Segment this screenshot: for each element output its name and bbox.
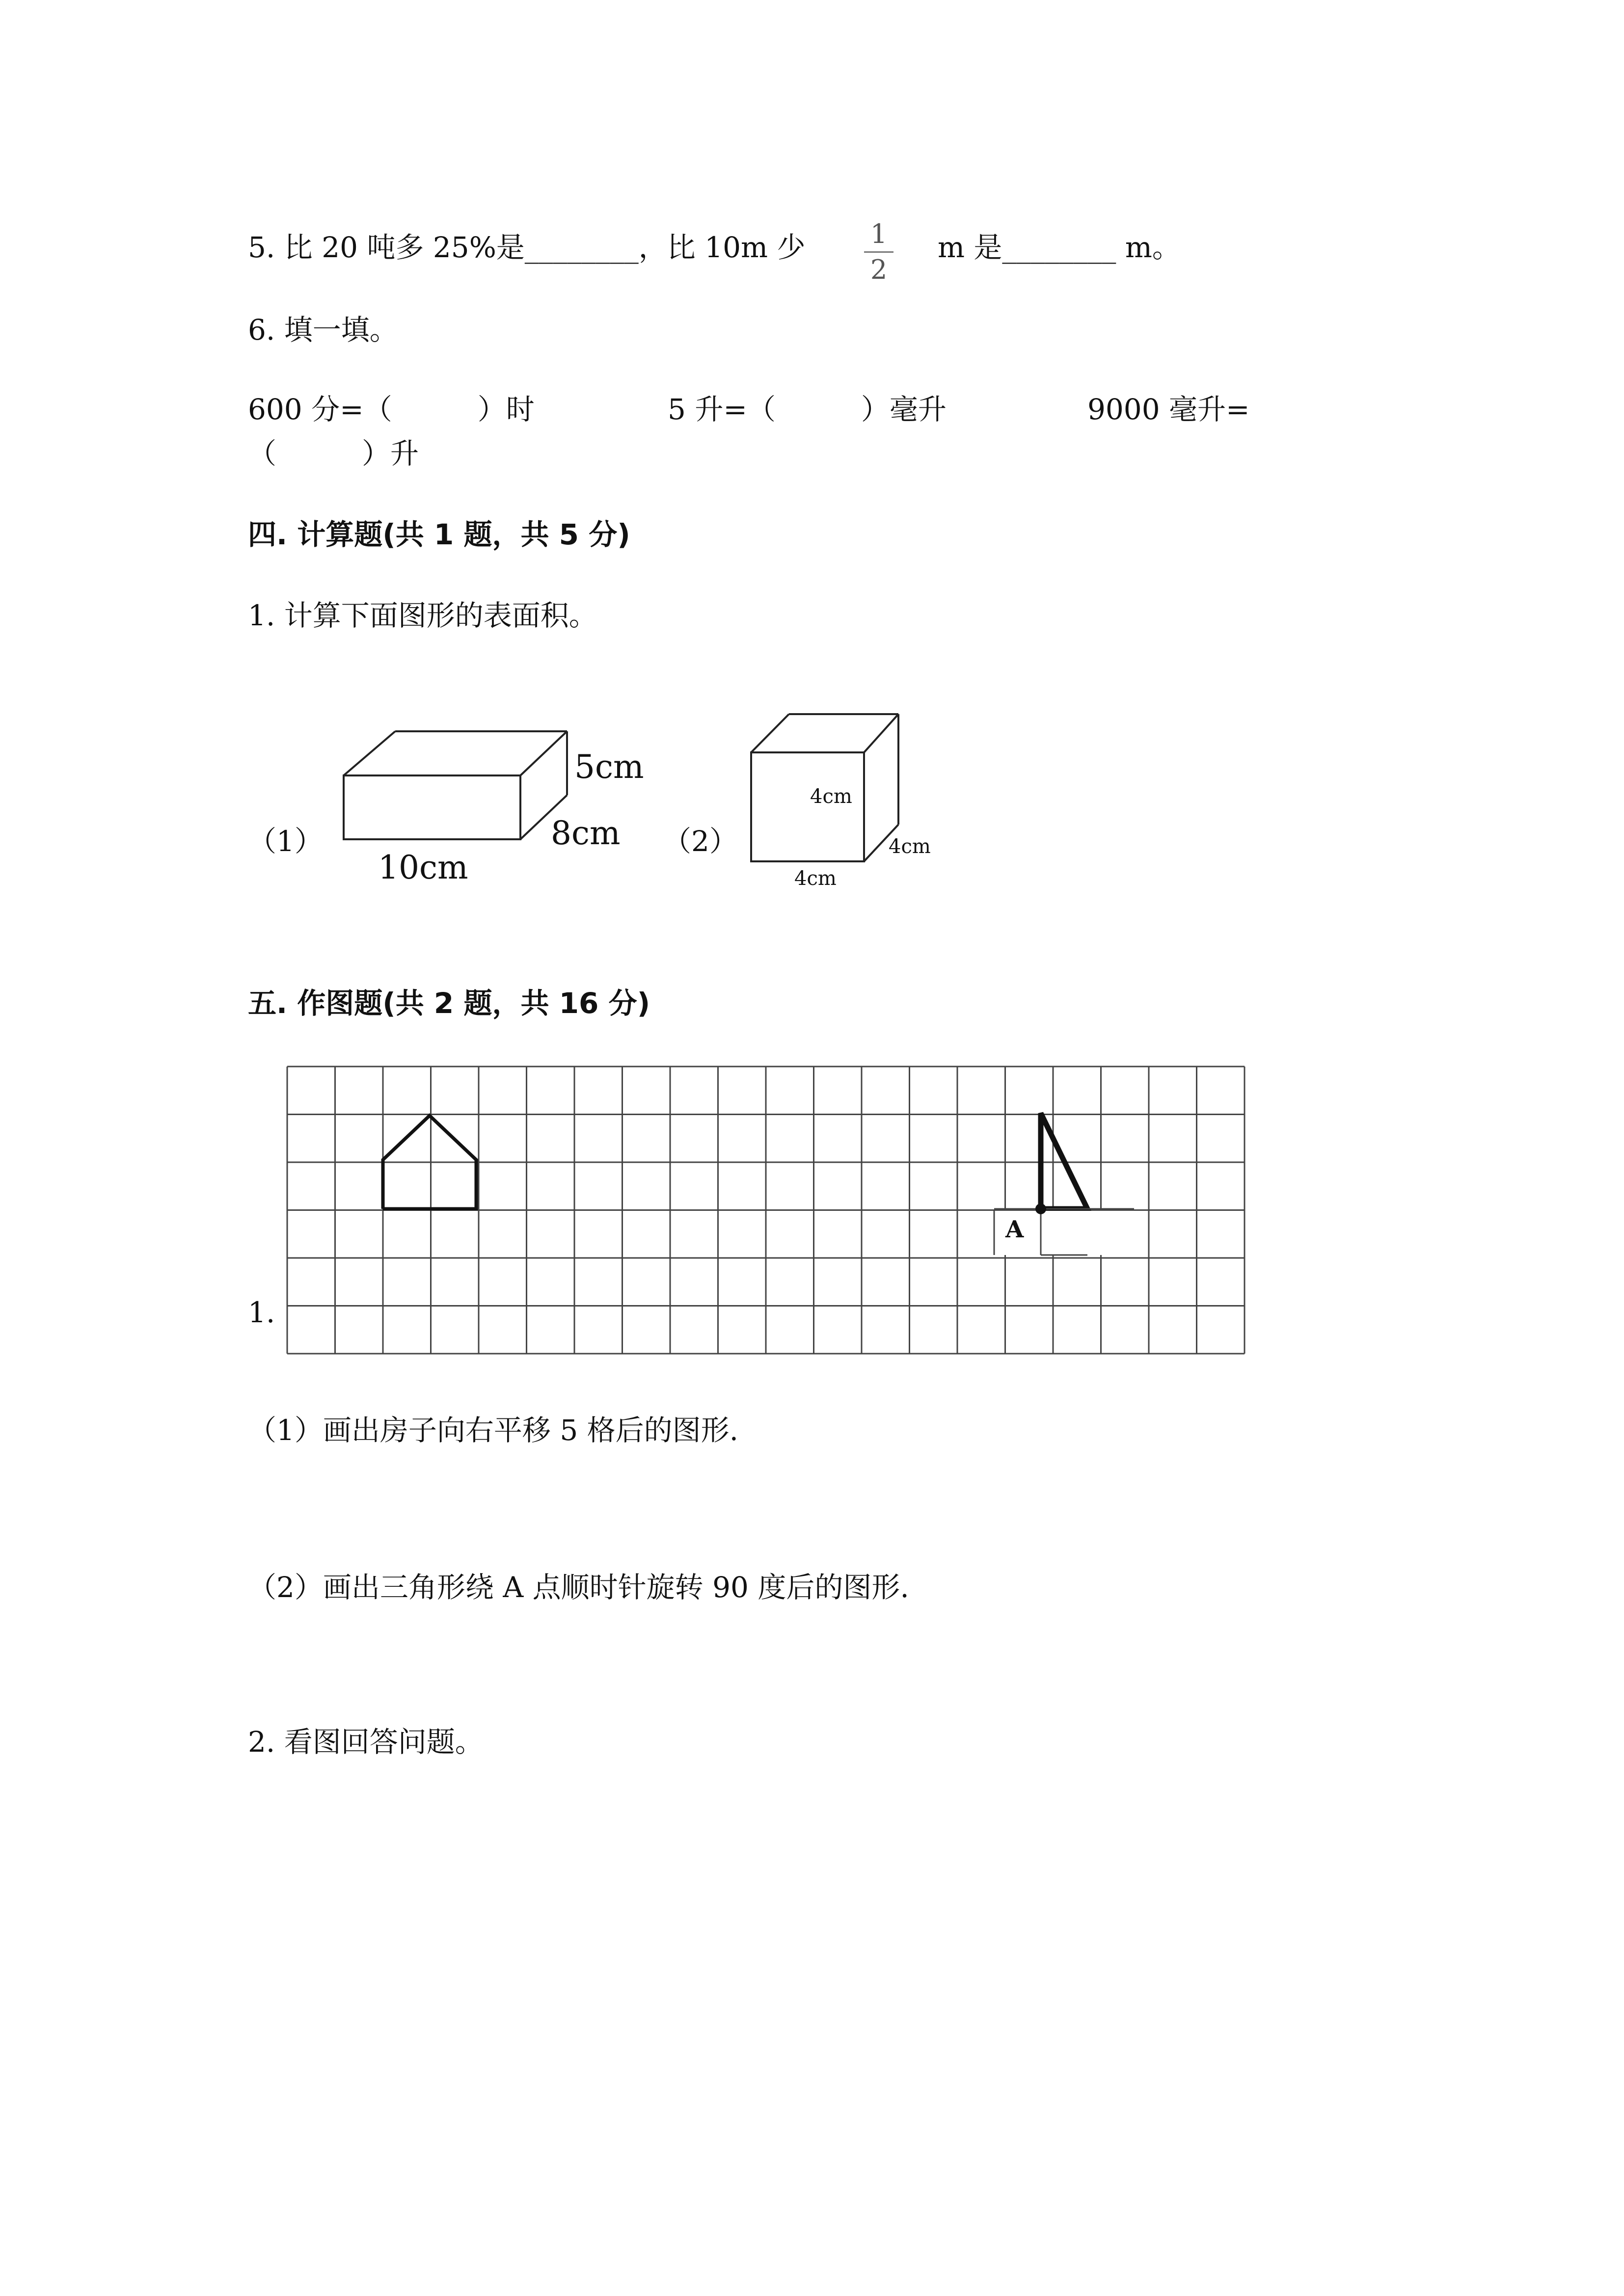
triangle-shape — [1041, 1113, 1087, 1209]
question-6-item-3-continued: （ ）升 — [248, 437, 419, 470]
section-5-question-2: 2. 看图回答问题。 — [248, 1725, 484, 1759]
fraction-one-half — [864, 218, 893, 285]
cube-front-label: 4cm — [810, 785, 852, 808]
section-5-question-1-label: 1. — [248, 1296, 275, 1329]
cuboid-height-label: 5cm — [574, 748, 644, 786]
cube-bottom-label: 4cm — [794, 867, 837, 890]
cuboid-depth-label: 8cm — [551, 814, 621, 852]
figure-1-index: （1） — [248, 825, 323, 858]
fraction-denominator: 2 — [870, 254, 888, 285]
section-4-question-1: 1. 计算下面图形的表面积。 — [248, 599, 597, 632]
figure-2-index: （2） — [663, 825, 738, 858]
drawing-grid — [280, 1063, 1242, 1367]
section-4-heading: 四. 计算题(共 1 题，共 5 分) — [248, 518, 630, 551]
point-a-marker — [1035, 1203, 1046, 1214]
question-6-item-2: 5 升=（ ）毫升 — [668, 393, 947, 426]
question-5-text-b: m 是________ m。 — [938, 231, 1181, 264]
cuboid-length-label: 10cm — [378, 849, 468, 886]
section-5-sub-question-1: （1）画出房子向右平移 5 格后的图形. — [248, 1414, 739, 1447]
section-5-sub-question-2: （2）画出三角形绕 A 点顺时针旋转 90 度后的图形. — [248, 1571, 909, 1604]
fraction-bar — [864, 251, 893, 253]
question-5-text-a: 5. 比 20 吨多 25%是________，比 10m 少 — [248, 231, 806, 264]
section-5-heading: 五. 作图题(共 2 题，共 16 分) — [248, 987, 650, 1020]
question-6-item-1: 600 分=（ ）时 — [248, 393, 535, 426]
point-a-label: A — [1005, 1216, 1024, 1243]
fraction-numerator: 1 — [870, 218, 888, 249]
question-6-title: 6. 填一填。 — [248, 313, 398, 347]
cube-depth-label: 4cm — [889, 835, 931, 858]
question-6-item-3: 9000 毫升= — [1087, 393, 1250, 426]
